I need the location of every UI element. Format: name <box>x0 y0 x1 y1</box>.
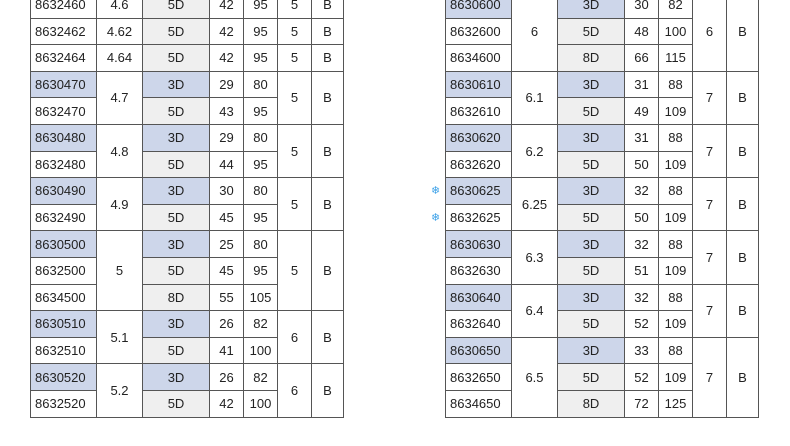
flute-length-cell: 26 <box>210 311 244 338</box>
drill-spec-table-right <box>445 0 759 418</box>
overall-length-cell: 115 <box>659 45 693 72</box>
table-row <box>446 124 759 151</box>
flute-length-cell: 51 <box>625 257 659 284</box>
overall-length-cell: 109 <box>659 204 693 231</box>
product-code-cell: 8632650 <box>446 364 512 391</box>
type-cell: B <box>727 284 759 337</box>
type-cell: B <box>312 18 344 45</box>
shank-cell: 5 <box>278 231 312 311</box>
flute-length-cell: 41 <box>210 337 244 364</box>
diameter-cell: 4.9 <box>97 178 143 231</box>
type-cell: B <box>727 337 759 417</box>
product-code-cell: 8630480 <box>31 124 97 151</box>
diameter-cell: 4.6 <box>97 0 143 18</box>
type-cell: B <box>312 364 344 417</box>
overall-length-cell: 95 <box>244 151 278 178</box>
product-code-cell: 8632510 <box>31 337 97 364</box>
overall-length-cell: 95 <box>244 257 278 284</box>
length-type-cell: 5D <box>558 204 625 231</box>
flute-length-cell: 49 <box>625 98 659 125</box>
length-type-cell: 3D <box>143 311 210 338</box>
diameter-cell: 5 <box>97 231 143 311</box>
table-row <box>446 284 759 311</box>
length-type-cell: 3D <box>558 124 625 151</box>
table-row <box>446 71 759 98</box>
flute-length-cell: 26 <box>210 364 244 391</box>
overall-length-cell: 100 <box>244 337 278 364</box>
shank-cell: 7 <box>693 124 727 177</box>
overall-length-cell: 80 <box>244 178 278 205</box>
length-type-cell: 8D <box>558 45 625 72</box>
table-row <box>446 231 759 258</box>
drill-spec-table-left <box>30 0 344 418</box>
flute-length-cell: 43 <box>210 98 244 125</box>
shank-cell: 5 <box>278 71 312 124</box>
flute-length-cell: 32 <box>625 178 659 205</box>
shank-cell: 5 <box>278 45 312 72</box>
table-row <box>31 71 344 98</box>
diameter-cell: 4.8 <box>97 124 143 177</box>
overall-length-cell: 82 <box>244 364 278 391</box>
snowflake-icon: ❄ <box>431 211 441 224</box>
length-type-cell: 5D <box>558 364 625 391</box>
length-type-cell: 3D <box>143 124 210 151</box>
table-row <box>31 231 344 258</box>
flute-length-cell: 29 <box>210 124 244 151</box>
overall-length-cell: 95 <box>244 0 278 18</box>
overall-length-cell: 109 <box>659 364 693 391</box>
shank-cell: 5 <box>278 0 312 18</box>
product-code-cell: 8630620 <box>446 124 512 151</box>
product-code-cell: 8632630 <box>446 257 512 284</box>
diameter-cell: 4.64 <box>97 45 143 72</box>
flute-length-cell: 30 <box>210 178 244 205</box>
type-cell: B <box>312 178 344 231</box>
overall-length-cell: 109 <box>659 311 693 338</box>
length-type-cell: 8D <box>558 390 625 417</box>
overall-length-cell: 105 <box>244 284 278 311</box>
length-type-cell: 5D <box>143 257 210 284</box>
length-type-cell: 5D <box>143 98 210 125</box>
shank-cell: 5 <box>278 18 312 45</box>
length-type-cell: 3D <box>558 0 625 18</box>
shank-cell: 6 <box>693 0 727 71</box>
type-cell: B <box>312 45 344 72</box>
flute-length-cell: 42 <box>210 390 244 417</box>
flute-length-cell: 44 <box>210 151 244 178</box>
product-code-cell: 8630625 <box>446 178 512 205</box>
overall-length-cell: 109 <box>659 257 693 284</box>
overall-length-cell: 95 <box>244 18 278 45</box>
type-cell: B <box>727 0 759 71</box>
product-code-cell: 8630610 <box>446 71 512 98</box>
type-cell: B <box>312 0 344 18</box>
product-code-cell: 8632625 <box>446 204 512 231</box>
type-cell: B <box>727 124 759 177</box>
length-type-cell: 8D <box>143 284 210 311</box>
length-type-cell: 5D <box>143 390 210 417</box>
overall-length-cell: 95 <box>244 45 278 72</box>
flute-length-cell: 42 <box>210 18 244 45</box>
diameter-cell: 5.2 <box>97 364 143 417</box>
snowflake-icon: ❄ <box>431 184 441 197</box>
length-type-cell: 3D <box>558 337 625 364</box>
flute-length-cell: 31 <box>625 124 659 151</box>
flute-length-cell: 50 <box>625 151 659 178</box>
overall-length-cell: 82 <box>244 311 278 338</box>
overall-length-cell: 88 <box>659 231 693 258</box>
shank-cell: 7 <box>693 71 727 124</box>
flute-length-cell: 30 <box>625 0 659 18</box>
type-cell: B <box>727 178 759 231</box>
table-row <box>31 0 344 18</box>
flute-length-cell: 32 <box>625 284 659 311</box>
product-code-cell: 8632470 <box>31 98 97 125</box>
length-type-cell: 5D <box>558 257 625 284</box>
flute-length-cell: 31 <box>625 71 659 98</box>
shank-cell: 7 <box>693 337 727 417</box>
flute-length-cell: 42 <box>210 0 244 18</box>
table-body-right <box>446 0 759 417</box>
type-cell: B <box>312 71 344 124</box>
product-code-cell: 8634600 <box>446 45 512 72</box>
flute-length-cell: 48 <box>625 18 659 45</box>
table-row <box>31 18 344 45</box>
overall-length-cell: 80 <box>244 231 278 258</box>
length-type-cell: 5D <box>143 204 210 231</box>
product-code-cell: 8632520 <box>31 390 97 417</box>
flute-length-cell: 55 <box>210 284 244 311</box>
overall-length-cell: 125 <box>659 390 693 417</box>
flute-length-cell: 32 <box>625 231 659 258</box>
length-type-cell: 3D <box>143 178 210 205</box>
length-type-cell: 3D <box>558 71 625 98</box>
shank-cell: 7 <box>693 178 727 231</box>
type-cell: B <box>312 311 344 364</box>
flute-length-cell: 52 <box>625 364 659 391</box>
type-cell: B <box>312 124 344 177</box>
diameter-cell: 5.1 <box>97 311 143 364</box>
diameter-cell: 4.62 <box>97 18 143 45</box>
diameter-cell: 6.25 <box>512 178 558 231</box>
product-code-cell: 8632640 <box>446 311 512 338</box>
diameter-cell: 6.5 <box>512 337 558 417</box>
flute-length-cell: 45 <box>210 204 244 231</box>
shank-cell: 6 <box>278 364 312 417</box>
overall-length-cell: 95 <box>244 98 278 125</box>
flute-length-cell: 72 <box>625 390 659 417</box>
length-type-cell: 5D <box>143 0 210 18</box>
table-body-left <box>31 0 344 417</box>
overall-length-cell: 80 <box>244 124 278 151</box>
table-row <box>446 178 759 205</box>
flute-length-cell: 29 <box>210 71 244 98</box>
product-code-cell: 8632480 <box>31 151 97 178</box>
product-code-cell: 8630600 <box>446 0 512 18</box>
product-code-cell: 8630640 <box>446 284 512 311</box>
product-code-cell: 8634500 <box>31 284 97 311</box>
overall-length-cell: 109 <box>659 98 693 125</box>
table-row <box>31 178 344 205</box>
length-type-cell: 5D <box>143 337 210 364</box>
type-cell: B <box>727 71 759 124</box>
length-type-cell: 5D <box>143 18 210 45</box>
overall-length-cell: 109 <box>659 151 693 178</box>
flute-length-cell: 45 <box>210 257 244 284</box>
length-type-cell: 5D <box>558 151 625 178</box>
diameter-cell: 4.7 <box>97 71 143 124</box>
shank-cell: 7 <box>693 231 727 284</box>
length-type-cell: 5D <box>143 151 210 178</box>
length-type-cell: 5D <box>143 45 210 72</box>
length-type-cell: 3D <box>558 178 625 205</box>
product-code-cell: 8632464 <box>31 45 97 72</box>
flute-length-cell: 33 <box>625 337 659 364</box>
product-code-cell: 8630470 <box>31 71 97 98</box>
length-type-cell: 3D <box>558 284 625 311</box>
product-code-cell: 8634650 <box>446 390 512 417</box>
overall-length-cell: 88 <box>659 178 693 205</box>
product-code-cell: 8630650 <box>446 337 512 364</box>
table-row <box>31 311 344 338</box>
diameter-cell: 6 <box>512 0 558 71</box>
product-code-cell: 8630500 <box>31 231 97 258</box>
overall-length-cell: 88 <box>659 71 693 98</box>
length-type-cell: 3D <box>143 231 210 258</box>
length-type-cell: 3D <box>558 231 625 258</box>
shank-cell: 7 <box>693 284 727 337</box>
table-row <box>31 124 344 151</box>
product-code-cell: 8632610 <box>446 98 512 125</box>
overall-length-cell: 95 <box>244 204 278 231</box>
overall-length-cell: 88 <box>659 284 693 311</box>
type-cell: B <box>727 231 759 284</box>
flute-length-cell: 66 <box>625 45 659 72</box>
shank-cell: 5 <box>278 124 312 177</box>
table-row <box>31 45 344 72</box>
product-code-cell: 8632600 <box>446 18 512 45</box>
type-cell: B <box>312 231 344 311</box>
length-type-cell: 3D <box>143 364 210 391</box>
overall-length-cell: 100 <box>659 18 693 45</box>
diameter-cell: 6.3 <box>512 231 558 284</box>
product-code-cell: 8630520 <box>31 364 97 391</box>
length-type-cell: 5D <box>558 98 625 125</box>
shank-cell: 6 <box>278 311 312 364</box>
diameter-cell: 6.2 <box>512 124 558 177</box>
product-code-cell: 8632500 <box>31 257 97 284</box>
length-type-cell: 5D <box>558 18 625 45</box>
flute-length-cell: 25 <box>210 231 244 258</box>
diameter-cell: 6.1 <box>512 71 558 124</box>
diameter-cell: 6.4 <box>512 284 558 337</box>
overall-length-cell: 80 <box>244 71 278 98</box>
flute-length-cell: 42 <box>210 45 244 72</box>
table-row <box>31 364 344 391</box>
product-code-cell: 8632462 <box>31 18 97 45</box>
table-row <box>446 0 759 18</box>
product-code-cell: 8630630 <box>446 231 512 258</box>
flute-length-cell: 50 <box>625 204 659 231</box>
product-code-cell: 8630510 <box>31 311 97 338</box>
overall-length-cell: 82 <box>659 0 693 18</box>
overall-length-cell: 88 <box>659 337 693 364</box>
product-code-cell: 8632620 <box>446 151 512 178</box>
flute-length-cell: 52 <box>625 311 659 338</box>
product-code-cell: 8630490 <box>31 178 97 205</box>
table-row <box>446 337 759 364</box>
product-code-cell: 8632490 <box>31 204 97 231</box>
overall-length-cell: 100 <box>244 390 278 417</box>
shank-cell: 5 <box>278 178 312 231</box>
overall-length-cell: 88 <box>659 124 693 151</box>
length-type-cell: 3D <box>143 71 210 98</box>
product-code-cell: 8632460 <box>31 0 97 18</box>
length-type-cell: 5D <box>558 311 625 338</box>
